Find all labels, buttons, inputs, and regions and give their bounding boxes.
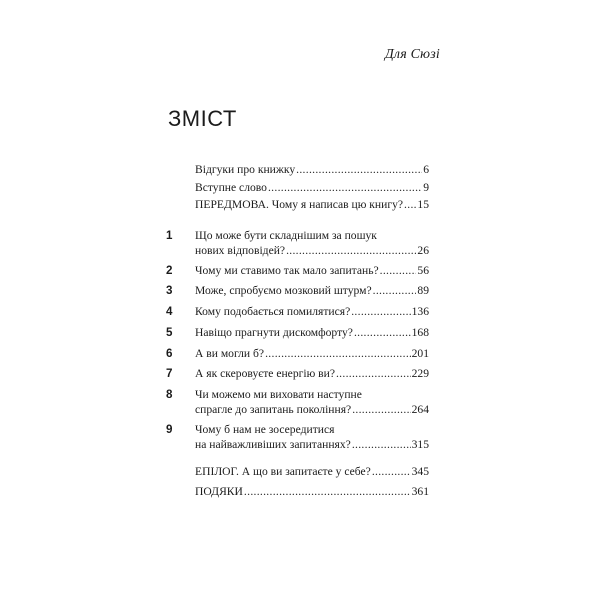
chapter-number: 6 [166, 347, 173, 360]
page-number: 9 [423, 181, 429, 194]
toc-entry-preface [195, 197, 429, 212]
toc-entry-title: нових відповідей? [195, 244, 286, 257]
toc-entry-title: ПЕРЕДМОВА. Чому я написав цю книгу? [195, 198, 404, 211]
leader-dots [404, 197, 416, 212]
toc-entry-title: ЕПІЛОГ. А що ви запитаєте у себе? [195, 465, 371, 478]
toc-entry-reviews [195, 162, 429, 177]
toc-entry-chapter-4 [195, 304, 429, 319]
page-number: 26 [417, 244, 429, 257]
leader-dots [336, 366, 411, 381]
toc-entry-title-line: Що може бути складнішим за пошук [195, 229, 377, 242]
toc-entry-title: Кому подобається помилятися? [195, 305, 351, 318]
chapter-number: 2 [166, 264, 173, 277]
leader-dots [265, 346, 411, 361]
leader-dots [286, 243, 416, 258]
toc-entry-foreword [195, 180, 429, 195]
page-number: 136 [411, 305, 429, 318]
toc-entry-chapter-5 [195, 325, 429, 340]
toc-entry-title: ПОДЯКИ [195, 485, 243, 498]
page-number: 56 [417, 264, 429, 277]
toc-entry-chapter-3 [195, 283, 429, 298]
leader-dots [354, 325, 411, 340]
toc-entry-chapter-6 [195, 346, 429, 361]
chapter-number: 8 [166, 388, 173, 401]
toc-entry-title: А ви могли б? [195, 347, 265, 360]
dedication: Для Сюзі [384, 47, 440, 62]
toc-entry-title: Відгуки про книжку [195, 163, 296, 176]
leader-dots [352, 402, 410, 417]
toc-entry-title: Може, спробуємо мозковий штурм? [195, 284, 372, 297]
toc-entry-chapter-7 [195, 366, 429, 381]
toc-entry-title: на найважливіших запитаннях? [195, 438, 351, 451]
toc-entry-chapter-8 [195, 387, 429, 417]
toc-entry-title: Чому ми ставимо так мало запитань? [195, 264, 379, 277]
toc-entry-title-line: Чи можемо ми виховати наступне [195, 388, 362, 401]
toc-entry-acknowledgements [195, 484, 429, 499]
leader-dots [268, 180, 422, 195]
leader-dots [352, 437, 411, 452]
page-number: 89 [417, 284, 429, 297]
toc-entry-title: Вступне слово [195, 181, 267, 194]
toc-entry-title-line: Чому б нам не зосередитися [195, 423, 335, 436]
page-number: 15 [417, 198, 429, 211]
chapter-number: 3 [166, 284, 173, 297]
leader-dots [373, 283, 417, 298]
leader-dots [244, 484, 411, 499]
page-number: 6 [423, 163, 429, 176]
chapter-number: 1 [166, 229, 173, 242]
toc-entry-chapter-9 [195, 422, 429, 452]
page-number: 315 [411, 438, 429, 451]
toc-entry-title: Навіщо прагнути дискомфорту? [195, 326, 353, 339]
chapter-number: 9 [166, 423, 173, 436]
toc-entry-epilogue [195, 464, 429, 479]
toc-entry-chapter-1 [195, 228, 429, 258]
page-number: 229 [411, 367, 429, 380]
chapter-number: 5 [166, 326, 173, 339]
page-number: 264 [411, 403, 429, 416]
toc-entry-chapter-2 [195, 263, 429, 278]
toc-entry-title: спрагле до запитань покоління? [195, 403, 352, 416]
leader-dots [351, 304, 410, 319]
page-number: 201 [411, 347, 429, 360]
leader-dots [380, 263, 417, 278]
toc-entry-title: А як скеровуєте енергію ви? [195, 367, 335, 380]
page-number: 361 [411, 485, 429, 498]
leader-dots [372, 464, 411, 479]
page-number: 168 [411, 326, 429, 339]
toc-title: ЗМІСТ [168, 106, 237, 131]
chapter-number: 4 [166, 305, 173, 318]
page-number: 345 [411, 465, 429, 478]
leader-dots [296, 162, 422, 177]
chapter-number: 7 [166, 367, 173, 380]
